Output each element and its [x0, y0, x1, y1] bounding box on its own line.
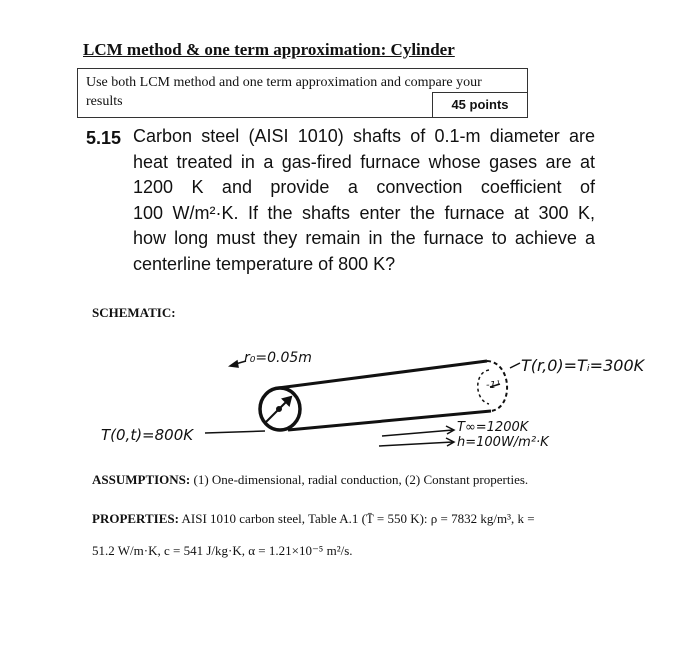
instruction-text: Use both LCM method and one term approximation and compare your results: [86, 75, 482, 109]
problem-line: how long must they remain in the furnace to achieve a: [133, 228, 595, 248]
initial-temp-glyph: -1¹: [486, 380, 500, 391]
problem-line: 1200 K and provide a convection coefficient of: [133, 177, 595, 197]
end-face-radius-marker: [266, 397, 291, 422]
properties-text-1: AISI 1010 carbon steel, Table A.1 (T̄ = 550 K): ρ = 7832 kg/m³, k =: [181, 511, 535, 526]
properties-label: PROPERTIES:: [92, 511, 179, 526]
schematic-heading: SCHEMATIC:: [92, 305, 176, 320]
convection-label: h=100W/m²·K: [457, 435, 549, 450]
properties: [92, 503, 612, 567]
centerline-label: T(0,t)=800K: [101, 426, 194, 444]
problem-line: 100 W/m²·K. If the shafts enter the furnace at 300 K,: [133, 202, 595, 223]
problem-line: Carbon steel (AISI 1010) shafts of 0.1-m diameter are: [133, 126, 595, 146]
gas-flow-arrows: [379, 426, 454, 446]
assumptions: [92, 472, 528, 488]
page-title: LCM method & one term approximation: Cylinder: [83, 40, 455, 59]
problem-line: heat treated in a gas-fired furnace whose gases are at: [133, 151, 595, 172]
assumptions-label: ASSUMPTIONS:: [92, 472, 191, 487]
centerline-leader: [205, 431, 265, 433]
gas-temp-label: T∞=1200K: [457, 420, 529, 435]
problem-line: centerline temperature of 800 K?: [133, 253, 396, 274]
initial-temp-label: T(r,0)=Tᵢ=300K: [521, 356, 645, 375]
radius-label: r₀=0.05m: [244, 350, 312, 366]
initial-temp-leader: [510, 363, 520, 368]
points-badge: 45 points: [432, 92, 528, 118]
properties-line-1: [92, 503, 612, 535]
problem-number: 5.15: [86, 128, 122, 148]
properties-line-2: 51.2 W/m·K, c = 541 J/kg·K, α = 1.21×10⁻⁵ m²/s.: [92, 543, 353, 558]
assumptions-text: (1) One-dimensional, radial conduction, (2) Constant properties.: [193, 472, 529, 487]
